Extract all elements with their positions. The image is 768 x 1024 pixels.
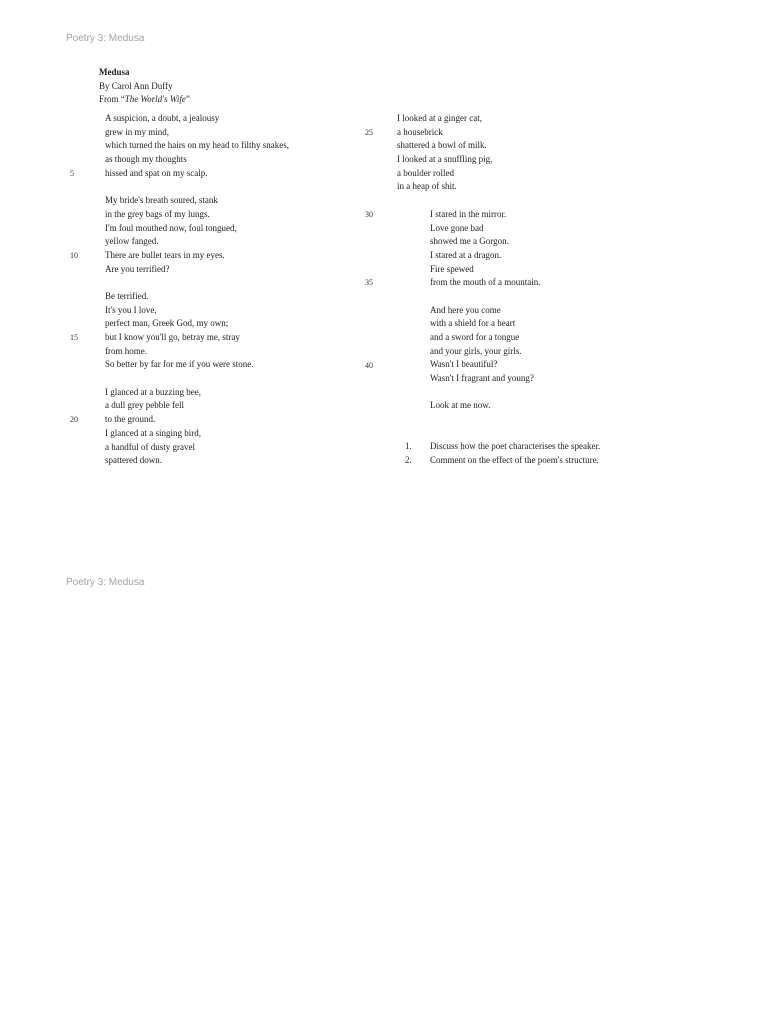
question-text: Comment on the effect of the poem's structure.	[430, 454, 599, 465]
line-number: 5	[70, 168, 74, 178]
poem-line: spattered down.	[105, 455, 162, 466]
poem-line: A suspicion, a doubt, a jealousy	[105, 113, 220, 123]
poem-line: I'm foul mouthed now, foul tongued,	[105, 222, 237, 233]
stanza-break	[105, 180, 289, 194]
poem-line: hissed and spat on my scalp.	[105, 167, 208, 178]
poem-line: from the mouth of a mountain.	[430, 277, 541, 288]
poem-line: My bride's breath soured, stank	[105, 195, 218, 206]
poem-line: I looked at a ginger cat,	[397, 113, 482, 123]
line-number: 20	[70, 415, 78, 425]
poem-line: but I know you'll go, betray me, stray	[105, 332, 240, 342]
poem-line: Fire spewed	[430, 263, 474, 274]
poem-line: Look at me now.	[430, 400, 491, 411]
poem-line: I stared at a dragon.	[430, 249, 502, 260]
poem-line: I stared in the mirror.	[430, 208, 507, 219]
line-number: 30	[365, 209, 373, 219]
line-number: 15	[70, 333, 78, 343]
poem-line: perfect man, Greek God, my own;	[105, 318, 229, 329]
poem-line: from home.	[105, 345, 147, 356]
poem-line: as though my thoughts	[105, 154, 187, 165]
poem-line: I glanced at a singing bird,	[105, 427, 201, 438]
stanza-break	[397, 386, 540, 400]
poem-line: in the grey bags of my lungs.	[105, 208, 210, 219]
poem-line: grew in my mind,	[105, 126, 169, 137]
poem-source: From “The World's Wife”	[99, 94, 190, 105]
poem-line: with a shield for a heart	[430, 318, 516, 329]
poem-right-column	[397, 112, 540, 413]
line-number: 40	[365, 360, 373, 370]
poem-line: There are bullet tears in my eyes.	[105, 249, 225, 260]
question-item	[405, 440, 600, 454]
stanza-break	[397, 290, 540, 304]
stanza-break	[397, 194, 540, 208]
poem-line: showed me a Gorgon.	[430, 236, 509, 247]
question-item	[405, 454, 600, 468]
poem-line: a housebrick	[397, 126, 443, 137]
poem-line: Wasn't I beautiful?	[430, 359, 498, 370]
poem-line: a dull grey pebble fell	[105, 400, 184, 411]
poem-line: Are you terrified?	[105, 263, 170, 274]
line-number: 25	[365, 127, 373, 137]
question-number: 1.	[405, 441, 412, 451]
poem-line: a handful of dusty gravel	[105, 441, 195, 452]
question-number: 2.	[405, 454, 412, 465]
stanza-break	[105, 276, 289, 290]
poem-author: By Carol Ann Duffy	[99, 80, 173, 91]
poem-line: So better by far for me if you were stone.	[105, 359, 254, 370]
poem-line: Wasn't I fragrant and young?	[430, 373, 534, 384]
poem-line: And here you come	[430, 304, 501, 315]
question-text: Discuss how the poet characterises the speaker.	[430, 441, 601, 451]
poem-line: yellow fanged.	[105, 236, 159, 247]
poem-left-column	[105, 112, 289, 468]
poem-line: shattered a bowl of milk.	[397, 140, 487, 151]
poem-line: in a heap of shit.	[397, 181, 457, 192]
poem-line: to the ground.	[105, 414, 156, 425]
poem-line: I glanced at a buzzing bee,	[105, 386, 201, 397]
poem-line: Be terrified.	[105, 290, 149, 301]
source-title: The World's Wife	[124, 94, 186, 105]
poem-line: and a sword for a tongue	[430, 332, 520, 342]
poem-title: Medusa	[99, 67, 130, 77]
poem-line: which turned the hairs on my head to filthy snakes,	[105, 140, 289, 151]
page-footer-header: Poetry 3: Medusa	[66, 577, 145, 588]
poem-line: Love gone bad	[430, 222, 484, 233]
page-header: Poetry 3: Medusa	[66, 33, 145, 44]
poem-heading	[99, 66, 190, 107]
poem-line: I looked at a snuffling pig,	[397, 154, 493, 165]
poem-line: and your girls, your girls.	[430, 345, 522, 356]
question-list	[405, 440, 600, 467]
poem-line: It's you I love,	[105, 304, 157, 315]
poem-line: a boulder rolled	[397, 167, 454, 178]
line-number: 10	[70, 250, 78, 260]
stanza-break	[105, 372, 289, 386]
line-number: 35	[365, 278, 373, 288]
